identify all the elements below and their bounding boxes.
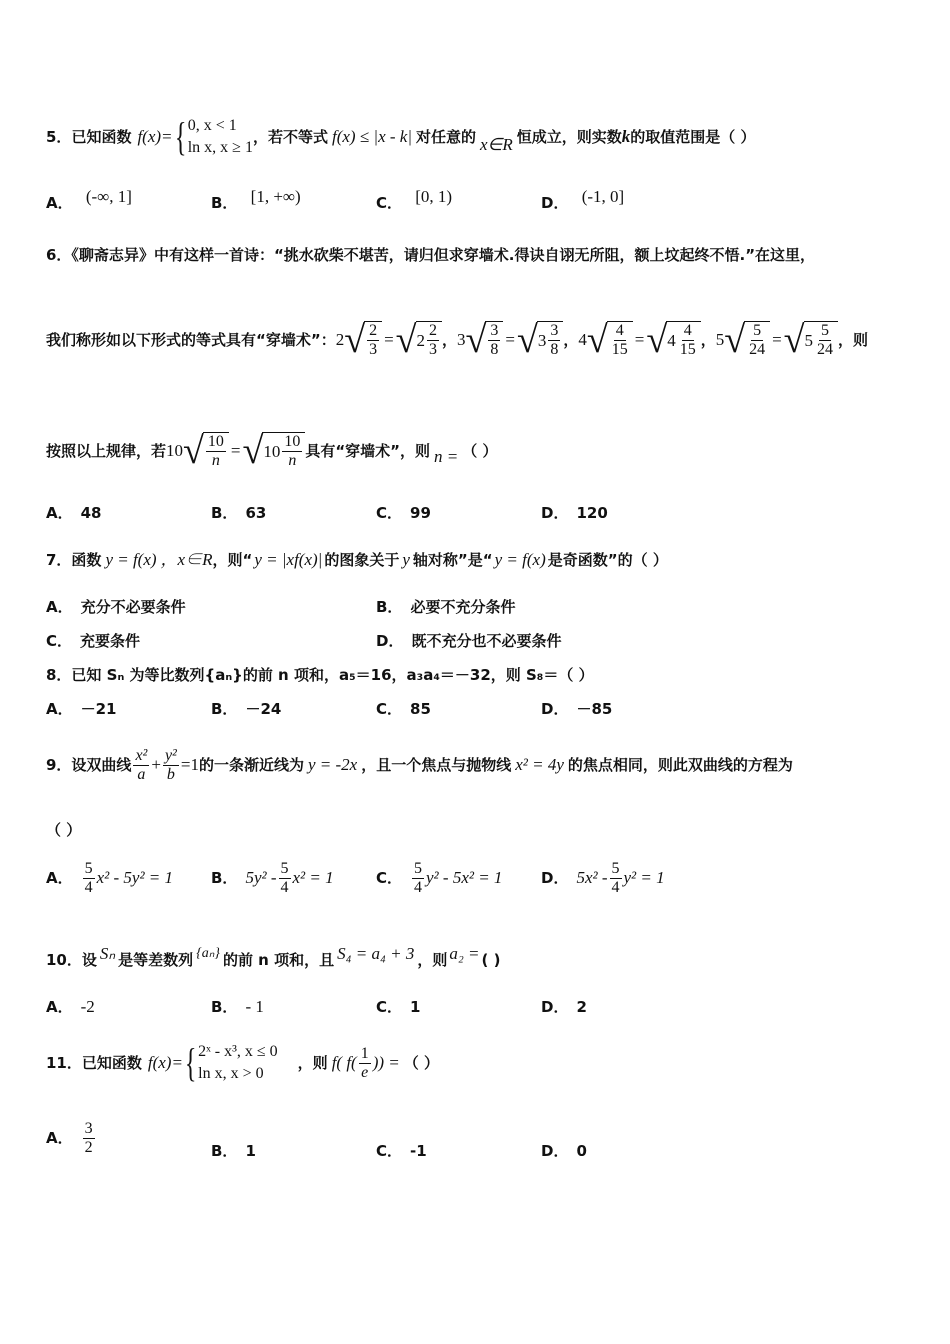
q6-equation-2: 3 √ $\frac{3}{8}$ = √ 3 $\frac{3}{8}$	[457, 320, 563, 360]
q10-paren: ( )	[481, 951, 501, 969]
coef: 2	[335, 330, 345, 349]
option-label: A．	[46, 869, 73, 887]
q5-option-c[interactable]	[376, 187, 453, 213]
q5-number: 5．	[46, 128, 72, 146]
coef: 10	[166, 441, 184, 460]
num: 3	[550, 322, 559, 339]
q11-option-c[interactable]	[376, 1141, 427, 1161]
den: 3	[429, 341, 438, 358]
q7-text-1: ，则“	[212, 551, 253, 569]
q5-function-name: f(x)=	[137, 127, 173, 146]
option-math: (-1, 0]	[581, 187, 625, 206]
q10-sequence: {aₙ}	[196, 946, 220, 961]
den: 24	[749, 341, 766, 358]
radical-icon: √	[395, 319, 417, 361]
option-label: D．	[541, 1142, 569, 1160]
q5-text-2: ，若不等式	[252, 128, 328, 146]
q6-paren: （ ）	[462, 442, 498, 460]
option-label: C．	[376, 1142, 403, 1160]
question-10	[46, 945, 906, 975]
q7-text-3: 轴对称”是“	[412, 551, 493, 569]
q7-number: 7．函数	[46, 551, 102, 569]
option-math: [0, 1)	[415, 187, 453, 206]
q11-expr-b: )) =	[372, 1053, 400, 1072]
q11-piecewise	[183, 1041, 278, 1085]
option-text: -1	[410, 1142, 427, 1160]
option-text: 充要条件	[80, 632, 141, 650]
den: n	[211, 452, 220, 469]
radical-icon: √	[783, 319, 805, 361]
q6-option-d[interactable]	[541, 503, 608, 523]
q10-option-b[interactable]	[211, 997, 264, 1017]
option-text: 0	[576, 1142, 587, 1160]
option-text: 充分不必要条件	[80, 598, 186, 616]
q8-option-b[interactable]	[211, 699, 281, 719]
q9-number: 9．设双曲线	[46, 756, 132, 774]
option-label: B．	[211, 700, 238, 718]
option-text: 63	[245, 504, 267, 522]
q11-function-name: f(x)=	[147, 1053, 183, 1072]
q5-text-1: 已知函数	[71, 128, 132, 146]
q6-line-3-text: 按照以上规律，若	[46, 442, 167, 460]
q6-option-a[interactable]	[46, 503, 101, 523]
option-text: 99	[410, 504, 431, 522]
den: 15	[679, 341, 696, 358]
question-8: 8．已知 Sₙ 为等比数列{aₙ}的前 n 项和，a₅＝16，a₃a₄＝－32，则 S₈＝（ ）	[46, 666, 594, 684]
q6-equation-4: 5 √ $\frac{5}{24}$ = √ 5 $\frac{5}{24}$	[716, 320, 838, 360]
option-post: y² = 1	[623, 868, 665, 887]
q7-option-c[interactable]	[46, 631, 140, 651]
option-frac-den: 4	[414, 878, 423, 896]
q6-option-c[interactable]	[376, 503, 431, 523]
q11-frac-den: e	[361, 1063, 369, 1081]
q9-frac-1-num: x²	[135, 746, 148, 764]
num: 2	[429, 322, 438, 339]
option-math: (-∞, 1]	[85, 187, 132, 206]
option-label: D．	[541, 700, 569, 718]
option-label: C．	[376, 194, 403, 212]
q6-equation-1: 2 √ $\frac{2}{3}$ = √ 2 $\frac{2}{3}$	[336, 320, 442, 360]
coef: 4	[578, 330, 587, 349]
radical-icon: √	[586, 319, 608, 361]
q10-option-d[interactable]	[541, 997, 587, 1017]
q9-text-2: ，且一个焦点与抛物线	[361, 756, 512, 774]
question-7	[46, 547, 906, 573]
option-text: 85	[410, 700, 431, 718]
option-label: C．	[376, 869, 403, 887]
coef: 4	[667, 330, 676, 350]
option-label: B．	[211, 998, 238, 1016]
option-frac-num: 5	[84, 859, 93, 877]
q6-line-3	[46, 423, 906, 479]
den: 15	[611, 341, 628, 358]
option-post: x² - 5y² = 1	[96, 868, 174, 887]
num: 10	[207, 433, 224, 450]
option-frac-den: 4	[280, 878, 289, 896]
q10-text-2: 的前 n 项和，且	[222, 951, 335, 969]
option-label: A．	[46, 598, 73, 616]
q8-option-d[interactable]	[541, 699, 612, 719]
radical-icon: √	[724, 319, 746, 361]
q11-option-a[interactable]	[46, 1116, 97, 1160]
radical-icon: √	[344, 319, 366, 361]
q7-text-4: 是奇函数”的（ ）	[547, 551, 668, 569]
q10-option-a[interactable]	[46, 997, 95, 1017]
option-label: C．	[46, 632, 73, 650]
option-label: C．	[376, 700, 403, 718]
q6-line-2-end: ，则	[838, 331, 869, 349]
num: 4	[683, 322, 692, 339]
q9-option-d[interactable]	[541, 856, 665, 900]
q11-paren: （ ）	[403, 1054, 439, 1072]
q9-frac-2-den: b	[166, 765, 175, 783]
den: 8	[490, 341, 499, 358]
option-frac-den: 2	[84, 1138, 93, 1156]
q5-option-a[interactable]	[46, 187, 132, 213]
coef: 10	[263, 441, 281, 461]
num: 5	[821, 322, 830, 339]
separator: ，	[442, 331, 458, 349]
question-5	[46, 112, 906, 162]
q9-frac-1-den: a	[137, 765, 146, 783]
option-frac-num: 3	[84, 1119, 93, 1137]
den: 3	[369, 341, 378, 358]
q6-equation-3: 4 √ $\frac{4}{15}$ = √ 4 $\frac{4}{15}$	[578, 320, 700, 360]
q11-case-1: 2ˣ - x³, x ≤ 0	[198, 1043, 278, 1060]
den: 8	[550, 341, 559, 358]
option-label: D．	[376, 632, 404, 650]
option-text: 既不充分也不必要条件	[411, 632, 562, 650]
q5-text-3: 对任意的	[416, 128, 477, 146]
q8-option-a[interactable]	[46, 699, 116, 719]
q6-line-1: 6．《聊斋志异》中有这样一首诗：“挑水砍柴不堪苦，请归但求穿墙术.得诀自诩无所阻，额上坟起终不悟.”在这里，	[46, 246, 816, 264]
num: 2	[369, 322, 378, 339]
q11-frac-num: 1	[360, 1044, 369, 1062]
q9-frac-2-num: y²	[164, 746, 177, 764]
q9-parabola: x² = 4y	[515, 755, 564, 774]
separator: ，	[700, 331, 716, 349]
option-text: 120	[576, 504, 608, 522]
brace-icon: {	[174, 114, 186, 159]
q7-function: y = f(x)	[105, 550, 157, 569]
q6-option-b[interactable]	[211, 503, 266, 523]
q10-sum: Sₙ	[99, 944, 116, 963]
option-label: A．	[46, 1129, 73, 1147]
radical-icon: √	[183, 430, 204, 472]
q7-option-a[interactable]	[46, 597, 186, 617]
option-label: B．	[211, 194, 238, 212]
q8-option-c[interactable]	[376, 699, 431, 719]
q10-number: 10．设	[46, 951, 97, 969]
den: n	[288, 452, 297, 469]
coef: 3	[537, 330, 547, 350]
option-text: 2	[576, 998, 587, 1016]
q7-text-2: 的图象关于	[324, 551, 400, 569]
q9-asymptote: y = -2x	[307, 755, 358, 774]
option-text: 1	[410, 998, 421, 1016]
coef: 5	[804, 330, 814, 350]
option-label: A．	[46, 504, 73, 522]
option-label: D．	[541, 869, 569, 887]
radical-icon: √	[242, 430, 264, 472]
option-text: －85	[576, 700, 613, 718]
q7-y: y	[402, 550, 410, 569]
separator: ，	[563, 331, 579, 349]
option-label: B．	[211, 1142, 238, 1160]
option-text: -2	[80, 997, 95, 1016]
q5-domain: x∈R	[480, 135, 513, 154]
den: 24	[817, 341, 834, 358]
option-text: 必要不充分条件	[410, 598, 516, 616]
num: 10	[284, 433, 301, 450]
num: 5	[753, 322, 762, 339]
q6-line-3-text-b: 具有“穿墙术”，则	[305, 442, 431, 460]
option-label: A．	[46, 194, 73, 212]
q5-option-d[interactable]	[541, 187, 625, 213]
option-text: 48	[80, 504, 102, 522]
q11-expr-a: f( f(	[331, 1053, 357, 1072]
option-label: A．	[46, 700, 73, 718]
q9-option-a[interactable]	[46, 856, 173, 900]
option-label: B．	[211, 869, 238, 887]
option-label: D．	[541, 194, 569, 212]
q10-text-3: ，则	[417, 951, 448, 969]
coef: 2	[416, 330, 426, 350]
option-label: B．	[211, 504, 238, 522]
question-9	[46, 738, 906, 792]
q11-number: 11．已知函数	[46, 1054, 142, 1072]
q7-option-b[interactable]	[376, 597, 515, 617]
option-pre: 5y² -	[245, 868, 277, 887]
q9-text-1: 的一条渐近线为	[198, 756, 304, 774]
option-frac-num: 5	[414, 859, 423, 877]
q7-domain: ，x∈R	[160, 550, 213, 569]
option-frac-num: 5	[611, 859, 620, 877]
q9-option-c[interactable]	[376, 856, 502, 900]
coef: 3	[457, 330, 466, 349]
option-text: 1	[245, 1142, 256, 1160]
question-11	[46, 1035, 906, 1091]
option-label: D．	[541, 998, 569, 1016]
option-text: - 1	[245, 997, 264, 1016]
radical-icon: √	[517, 319, 538, 361]
q6-query-equation: 10 √ $\frac{10}{n}$ = √ 10 $\frac{10}{n}$	[166, 431, 305, 471]
q9-plus: +	[151, 755, 161, 774]
option-label: A．	[46, 998, 73, 1016]
q11-text-1: ，则	[297, 1054, 328, 1072]
q5-text-4: 恒成立，则实数	[516, 128, 622, 146]
q10-option-c[interactable]	[376, 997, 420, 1017]
q6-line-2	[46, 312, 906, 368]
q11-option-b[interactable]	[211, 1141, 256, 1161]
q9-equals-one: =1	[180, 755, 199, 774]
option-frac-den: 4	[84, 878, 93, 896]
q6-n-equals: n =	[434, 447, 459, 466]
q7-abs-function: y = |xf(x)|	[254, 550, 323, 569]
option-label: B．	[376, 598, 403, 616]
option-label: D．	[541, 504, 569, 522]
option-post: y² - 5x² = 1	[426, 868, 503, 887]
option-text: －24	[245, 700, 282, 718]
q11-case-2: ln x, x > 0	[198, 1065, 264, 1082]
option-frac-num: 5	[280, 859, 289, 877]
q5-k: k	[621, 127, 631, 146]
option-label: C．	[376, 998, 403, 1016]
q9-tail: （ ）	[46, 821, 82, 839]
q5-case-2: ln x, x ≥ 1	[187, 139, 253, 156]
radical-icon: √	[465, 319, 487, 361]
num: 4	[615, 322, 624, 339]
q10-target: a₂ =	[449, 944, 480, 963]
q9-option-b[interactable]	[211, 856, 334, 900]
coef: 5	[715, 330, 725, 349]
brace-icon: {	[184, 1040, 197, 1085]
q5-inequality: f(x) ≤ |x - k|	[331, 127, 412, 146]
option-pre: 5x² -	[576, 868, 608, 887]
radical-icon: √	[646, 319, 668, 361]
q10-text-1: 是等差数列	[118, 951, 194, 969]
q7-function-2: y = f(x)	[494, 550, 546, 569]
q9-text-3: 的焦点相同，则此双曲线的方程为	[567, 756, 793, 774]
q5-option-b[interactable]	[211, 187, 301, 213]
option-math: [1, +∞)	[250, 187, 301, 206]
option-post: x² = 1	[292, 868, 334, 887]
q7-option-d[interactable]	[376, 631, 561, 651]
q11-option-d[interactable]	[541, 1141, 587, 1161]
num: 3	[490, 322, 499, 339]
q10-condition: S₄ = a₄ + 3	[337, 944, 415, 963]
q5-case-1: 0, x < 1	[187, 117, 237, 134]
q5-piecewise	[173, 115, 253, 159]
q6-line-2-text: 我们称形如以下形式的等式具有“穿墙术”：	[46, 331, 336, 349]
option-text: －21	[80, 700, 117, 718]
option-frac-den: 4	[611, 878, 620, 896]
q5-text-5: 的取值范围是（ ）	[630, 128, 756, 146]
option-label: C．	[376, 504, 403, 522]
